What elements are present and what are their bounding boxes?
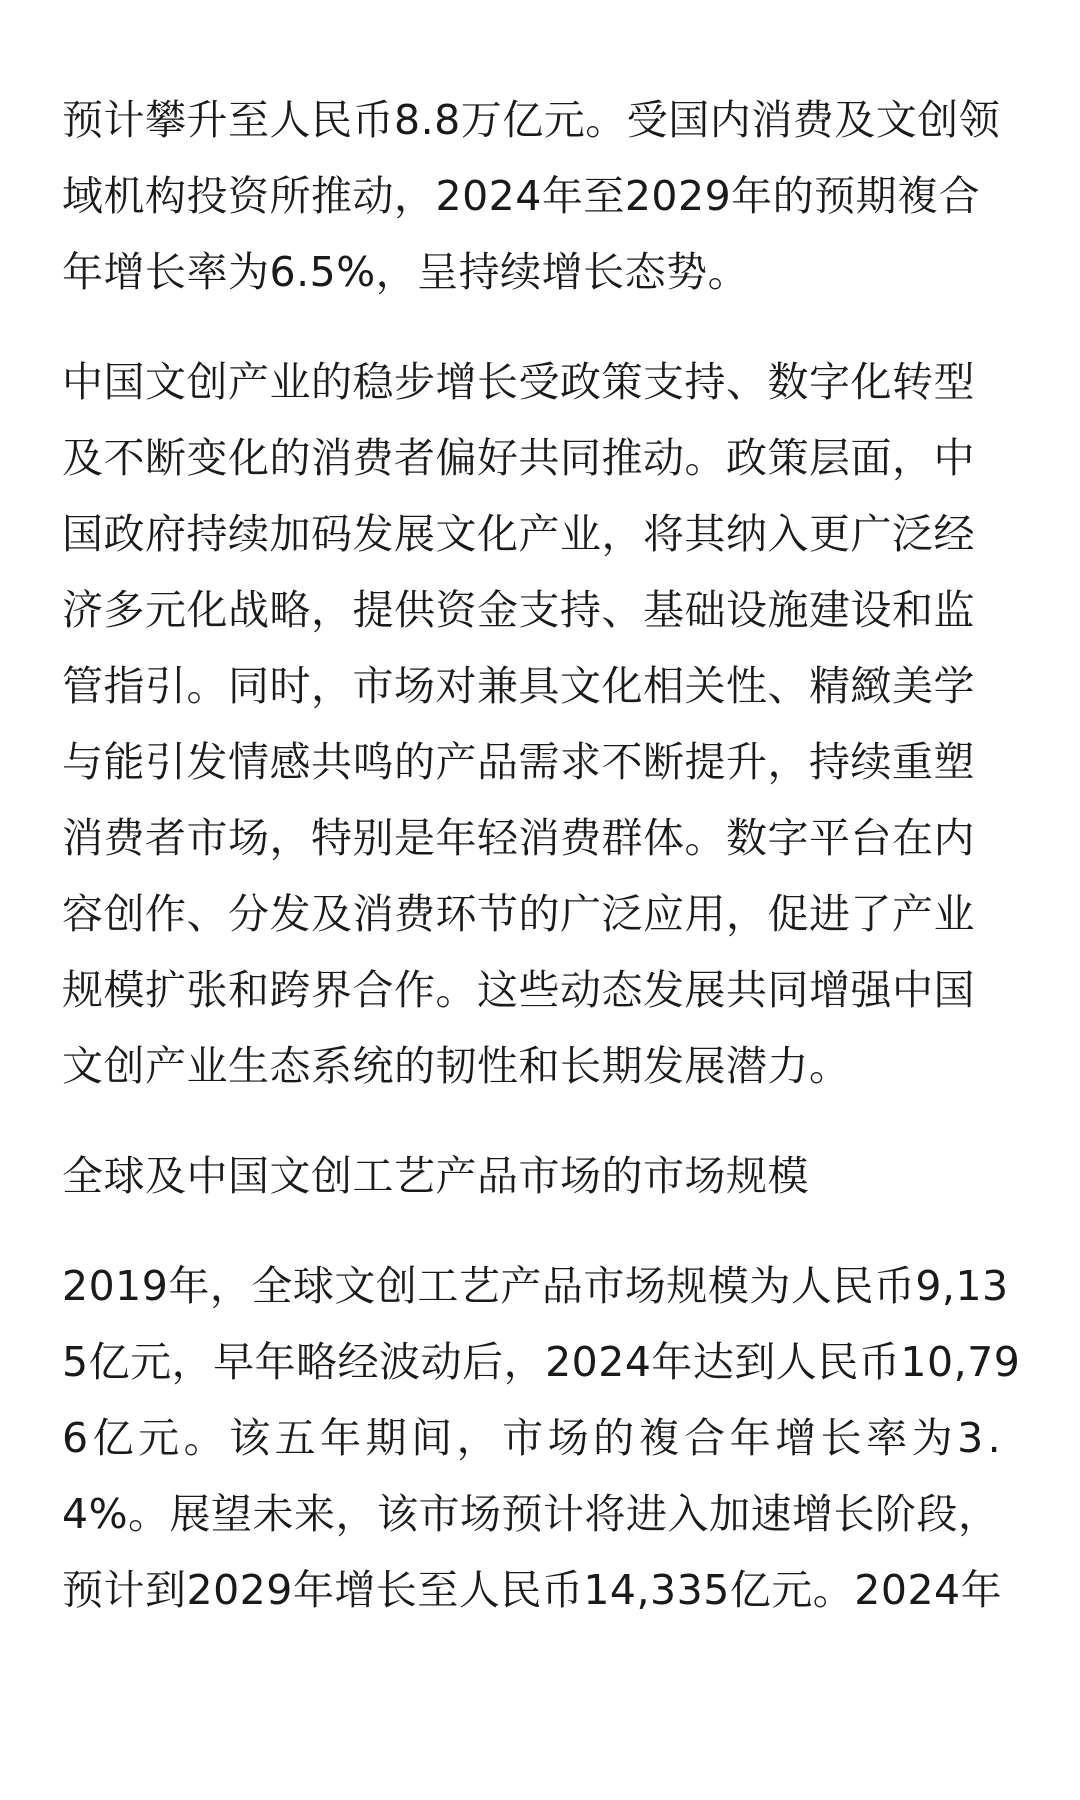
text-line: 中国文创产业的稳步增长受政策支持、数字化转型 [62,358,975,406]
text-line: 预计攀升至人民币8.8万亿元。受国内消费及文创领 [62,96,1001,144]
paragraph-growth-drivers [62,344,1024,1104]
text-line: 与能引发情感共鸣的产品需求不断提升，持续重塑 [62,738,975,786]
text-line: 5亿元，早年略经波动后，2024年达到人民币10,79 [62,1338,1021,1386]
text-line: 2019年，全球文创工艺产品市场规模为人民币9,13 [62,1262,1009,1310]
paragraph-market-outlook [62,82,1024,310]
section-heading-text: 全球及中国文创工艺产品市场的市场规模 [62,1152,809,1200]
text-line: 规模扩张和跨界合作。这些动态发展共同增强中国 [62,966,975,1014]
text-line: 国政府持续加码发展文化产业，将其纳入更广泛经 [62,510,975,558]
text-line: 文创产业生态系统的韧性和长期发展潜力。 [62,1042,851,1090]
text-line: 域机构投资所推动，2024年至2029年的预期複合 [62,172,981,220]
text-line: 济多元化战略，提供资金支持、基础设施建设和监 [62,586,975,634]
paragraph-market-size [62,1248,1024,1628]
text-line: 容创作、分发及消费环节的广泛应用，促进了产业 [62,890,975,938]
text-line: 年增长率为6.5%，呈持续增长态势。 [62,248,750,296]
text-line: 管指引。同时，市场对兼具文化相关性、精緻美学 [62,662,975,710]
text-line: 4%。展望未来，该市场预计将进入加速增长阶段， [62,1490,1000,1538]
text-line: 消费者市场，特别是年轻消费群体。数字平台在内 [62,814,975,862]
article-body [62,82,1024,1662]
section-heading [62,1138,1024,1214]
text-line: 及不断变化的消费者偏好共同推动。政策层面，中 [62,434,975,482]
text-line: 预计到2029年增长至人民币14,335亿元。2024年 [62,1566,1003,1614]
text-line: 6亿元。该五年期间，市场的複合年增长率为3. [62,1414,1006,1462]
